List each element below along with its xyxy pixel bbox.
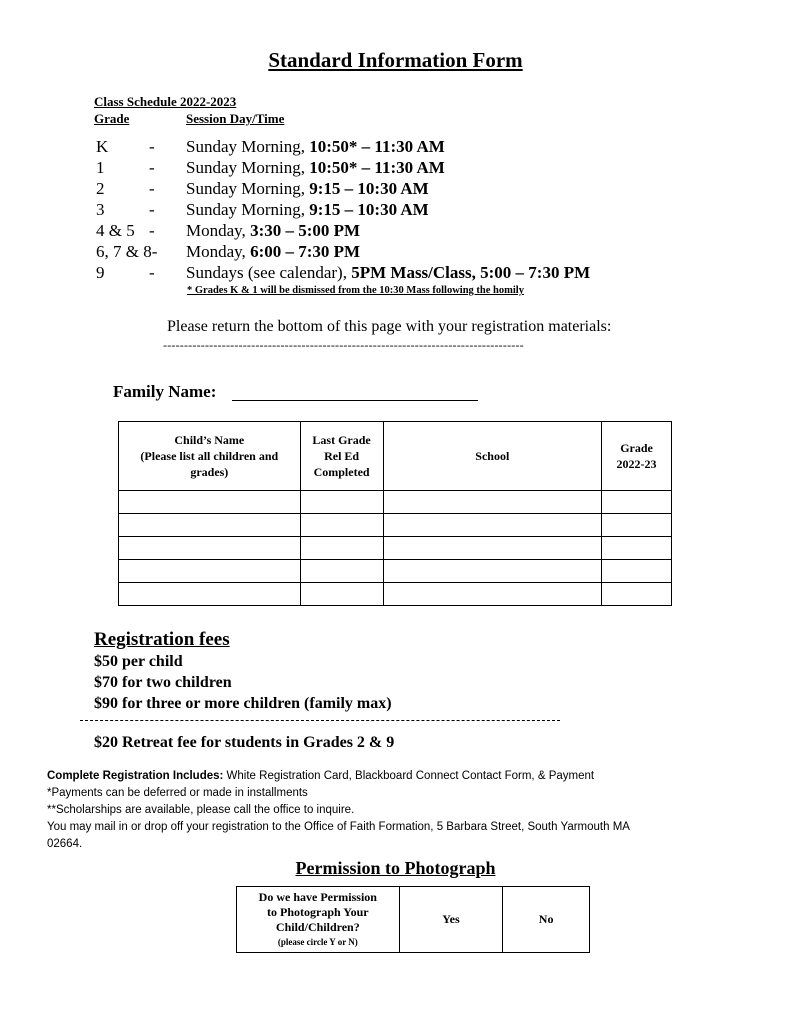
mail-line-zip: 02664. <box>47 838 83 850</box>
photo-no-option[interactable]: No <box>503 887 590 953</box>
children-table-header <box>119 422 672 491</box>
retreat-fee: $20 Retreat fee for students in Grades 2 & 9 <box>94 734 395 751</box>
schedule-dash: - <box>149 158 155 177</box>
table-row <box>119 537 672 560</box>
schedule-note: * Grades K & 1 will be dismissed from the 10:30 Mass following the homily <box>187 285 524 296</box>
child-name-cell[interactable] <box>119 537 301 560</box>
photo-question: Do we have Permission to Photograph Your Child/Children? (please circle Y or N) <box>237 887 400 953</box>
fees-divider <box>80 720 560 721</box>
last-grade-cell[interactable] <box>300 583 383 606</box>
return-instruction: Please return the bottom of this page with your registration materials: <box>167 318 612 335</box>
child-name-cell[interactable] <box>119 560 301 583</box>
schedule-grade: 2 <box>96 179 105 198</box>
schedule-col-session: Session Day/Time <box>186 111 285 126</box>
schedule-list <box>96 136 696 286</box>
col-school: School <box>383 422 602 491</box>
includes-line: Complete Registration Includes: White Registration Card, Blackboard Connect Contact Form, & Payment <box>47 770 595 782</box>
family-name-field[interactable] <box>232 383 478 401</box>
photo-permission-heading: Permission to Photograph <box>295 858 496 878</box>
fees-heading: Registration fees <box>94 629 230 650</box>
table-row <box>119 491 672 514</box>
fee-item: $50 per child <box>94 653 183 670</box>
schedule-row <box>96 157 696 178</box>
child-name-cell[interactable] <box>119 491 301 514</box>
grade-cell[interactable] <box>602 491 672 514</box>
fee-item: $70 for two children <box>94 674 232 691</box>
grade-cell[interactable] <box>602 560 672 583</box>
schedule-grade: 1 <box>96 158 105 177</box>
scholarships-line: **Scholarships are available, please call the office to inquire. <box>47 804 355 816</box>
cut-line: -------------------------------------------------------------------------------------- <box>163 338 524 352</box>
schedule-grade: 6, 7 & 8- <box>96 242 158 261</box>
photo-yes-option[interactable]: Yes <box>399 887 503 953</box>
children-table <box>118 421 672 606</box>
table-row <box>119 560 672 583</box>
schedule-session: Sunday Morning, 10:50* – 11:30 AM <box>186 158 445 177</box>
mail-line: You may mail in or drop off your registration to the Office of Faith Formation, 5 Barbara Street, South Yarmouth MA <box>47 821 630 833</box>
schedule-grade: 3 <box>96 200 105 219</box>
fee-item: $90 for three or more children (family max) <box>94 695 392 712</box>
schedule-session: Sunday Morning, 10:50* – 11:30 AM <box>186 137 445 156</box>
table-row <box>119 583 672 606</box>
grade-cell[interactable] <box>602 537 672 560</box>
schedule-row <box>96 262 696 283</box>
col-childs-name: Child’s Name (Please list all children and grades) <box>119 422 301 491</box>
schedule-row <box>96 199 696 220</box>
schedule-row <box>96 241 696 262</box>
child-name-cell[interactable] <box>119 583 301 606</box>
schedule-row <box>96 136 696 157</box>
last-grade-cell[interactable] <box>300 560 383 583</box>
photo-permission-table <box>236 886 590 953</box>
last-grade-cell[interactable] <box>300 514 383 537</box>
schedule-dash: - <box>149 137 155 156</box>
schedule-dash: - <box>149 221 155 240</box>
grade-cell[interactable] <box>602 514 672 537</box>
payments-line: *Payments can be deferred or made in installments <box>47 787 308 799</box>
schedule-session: Monday, 3:30 – 5:00 PM <box>186 221 361 240</box>
registration-info <box>47 768 767 853</box>
child-name-cell[interactable] <box>119 514 301 537</box>
schedule-row <box>96 178 696 199</box>
school-cell[interactable] <box>383 583 602 606</box>
schedule-grade: K <box>96 137 109 156</box>
col-grade-2022-23: Grade 2022-23 <box>602 422 672 491</box>
schedule-grade: 4 & 5 <box>96 221 135 240</box>
school-cell[interactable] <box>383 560 602 583</box>
schedule-dash: - <box>149 200 155 219</box>
schedule-session: Sunday Morning, 9:15 – 10:30 AM <box>186 200 429 219</box>
schedule-dash: - <box>149 263 155 282</box>
grade-cell[interactable] <box>602 583 672 606</box>
schedule-row <box>96 220 696 241</box>
schedule-col-grade: Grade <box>94 111 130 126</box>
family-name-label: Family Name: <box>113 382 217 401</box>
col-last-grade: Last Grade Rel Ed Completed <box>300 422 383 491</box>
school-cell[interactable] <box>383 537 602 560</box>
schedule-dash: - <box>149 179 155 198</box>
schedule-grade: 9 <box>96 263 105 282</box>
table-row <box>119 514 672 537</box>
page-title: Standard Information Form <box>268 48 523 72</box>
schedule-session: Sundays (see calendar), 5PM Mass/Class, 5:00 – 7:30 PM <box>186 263 591 282</box>
schedule-heading: Class Schedule 2022-2023 <box>94 94 237 109</box>
school-cell[interactable] <box>383 514 602 537</box>
last-grade-cell[interactable] <box>300 491 383 514</box>
schedule-session: Sunday Morning, 9:15 – 10:30 AM <box>186 179 429 198</box>
schedule-session: Monday, 6:00 – 7:30 PM <box>186 242 361 261</box>
last-grade-cell[interactable] <box>300 537 383 560</box>
school-cell[interactable] <box>383 491 602 514</box>
